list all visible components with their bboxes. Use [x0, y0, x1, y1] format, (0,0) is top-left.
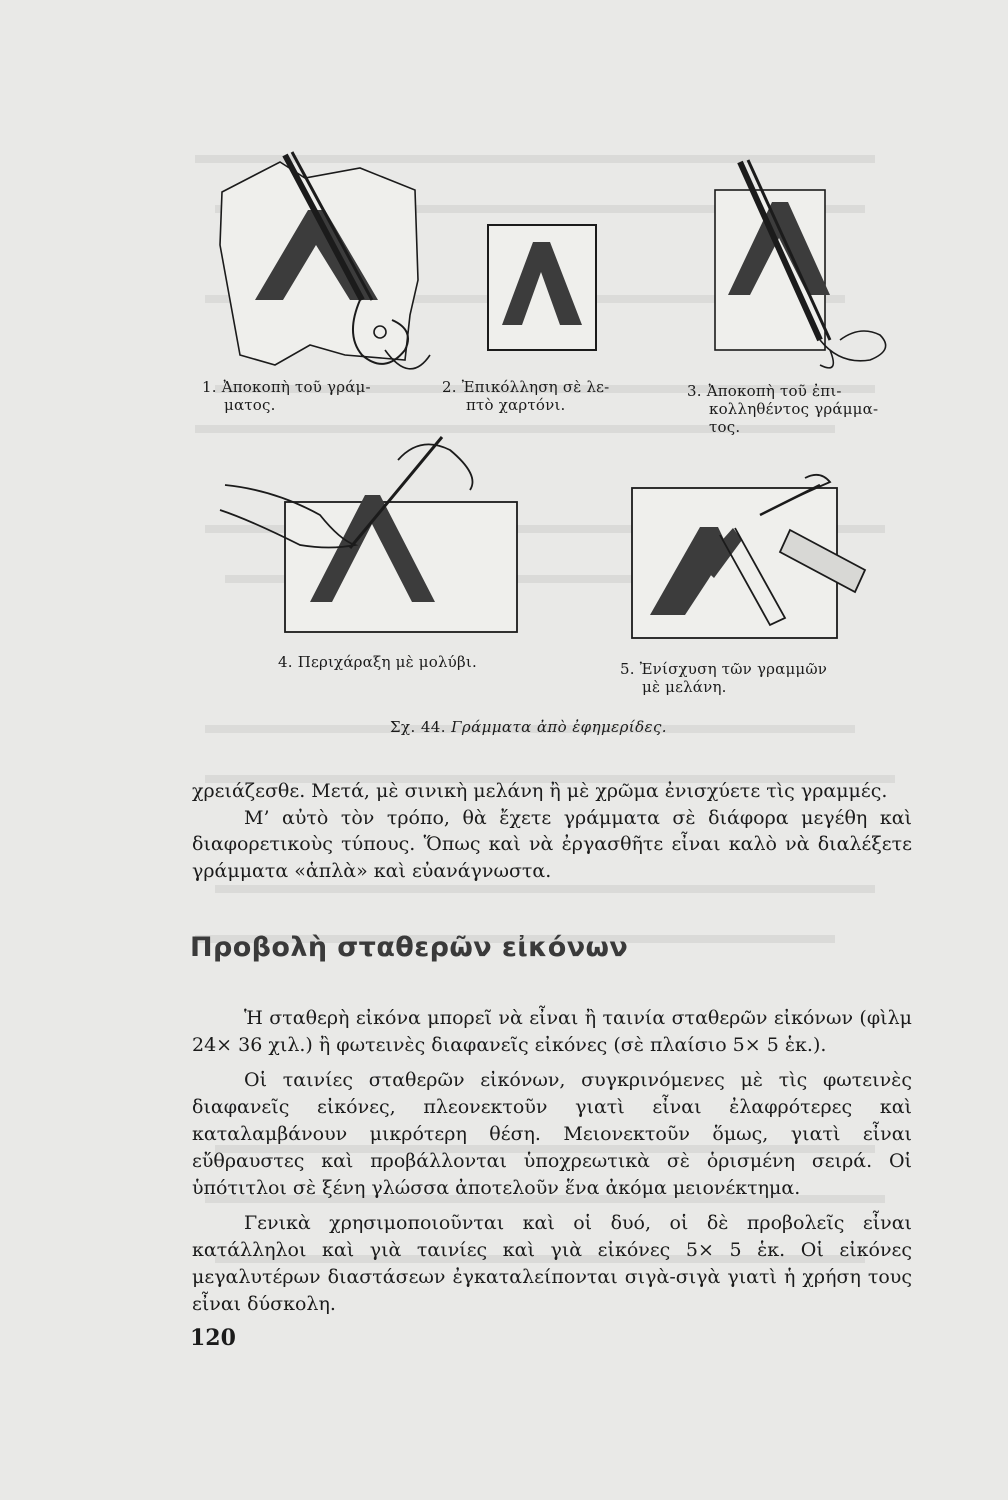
section-paragraph-3: Γενικὰ χρησιμοποιοῦνται καὶ οἱ δυό, οἱ δὲ προβολεῖς εἶναι κατάλληλοι καὶ γιὰ ταινίες καὶ γιὰ εἰκόνες 5× 5 ἑκ. Οἱ εἰκόνες μεγαλυτέρων διαστάσεων ἐγκαταλείπονται σιγὰ-σιγὰ γιατὶ ἡ χρήση τους εἶναι δύσκολη.: [192, 1212, 912, 1315]
drawing-cut-letter: [220, 152, 430, 369]
drawing-inking: [632, 475, 865, 638]
intro-text: [192, 778, 912, 884]
section-paragraph-2: Οἱ ταινίες σταθερῶν εἰκόνων, συγκρινόμενες μὲ τὶς φωτεινὲς διαφανεῖς εἰκόνες, πλεονεκτοῦν γιατὶ εἶναι ἐλαφρότερες καὶ καταλαμβάνουν μικρότερη θέση. Μειονεκτοῦν ὅμως, γιατὶ εἶναι εὔθραυστες καὶ προβάλλονται ὑποχρεωτικὰ σὲ ὁρισμένη σειρά. Οἱ ὑπότιτλοι σὲ ξένη γλώσσα ἀποτελοῦν ἕνα ἀκόμα μειονέκτημα.: [192, 1069, 912, 1199]
section-text: [192, 1005, 912, 1318]
caption-3: 3. Ἀποκοπὴ τοῦ ἐπι- κολληθέντος γράμμα- τος.: [687, 382, 879, 436]
drawing-cut-card: [715, 160, 886, 368]
caption-2: 2. Ἐπικόλληση σὲ λε- πτὸ χαρτόνι.: [442, 378, 610, 414]
caption-4: 4. Περιχάραξη μὲ μολύβι.: [278, 653, 477, 671]
intro-paragraph: Μ’ αὐτὸ τὸν τρόπο, θὰ ἔχετε γράμματα σὲ διάφορα μεγέθη καὶ διαφορετικοὺς τύπους. Ὅπως καὶ νὰ ἐργασθῆτε εἶναι καλὸ νὰ διαλέξετε γράμματα «ἁπλὰ» καὶ εὐανάγνωστα.: [192, 806, 912, 882]
section-heading: Προβολὴ σταθερῶν εἰκόνων: [190, 932, 629, 963]
drawing-pasted-letter: [488, 225, 596, 350]
drawing-tracing: [220, 437, 517, 632]
figure-44: [180, 150, 920, 730]
figure-title: Σχ. 44. Γράμματα ἀπὸ ἐφημερίδες.: [390, 718, 667, 736]
section-paragraph-1: Ἡ σταθερὴ εἰκόνα μπορεῖ νὰ εἶναι ἢ ταινία σταθερῶν εἰκόνων (φὶλμ 24× 36 χιλ.) ἢ φωτεινὲς διαφανεῖς εἰκόνες (σὲ πλαίσιο 5× 5 ἑκ.).: [192, 1007, 912, 1056]
intro-continuation: χρειάζεσθε. Μετά, μὲ σινικὴ μελάνη ἢ μὲ χρῶμα ἐνισχύετε τὶς γραμμές.: [192, 780, 888, 802]
caption-1: 1. Ἀποκοπὴ τοῦ γράμ- ματος.: [202, 378, 371, 414]
page-number: 120: [190, 1325, 236, 1351]
caption-5: 5. Ἐνίσχυση τῶν γραμμῶν μὲ μελάνη.: [620, 660, 828, 696]
